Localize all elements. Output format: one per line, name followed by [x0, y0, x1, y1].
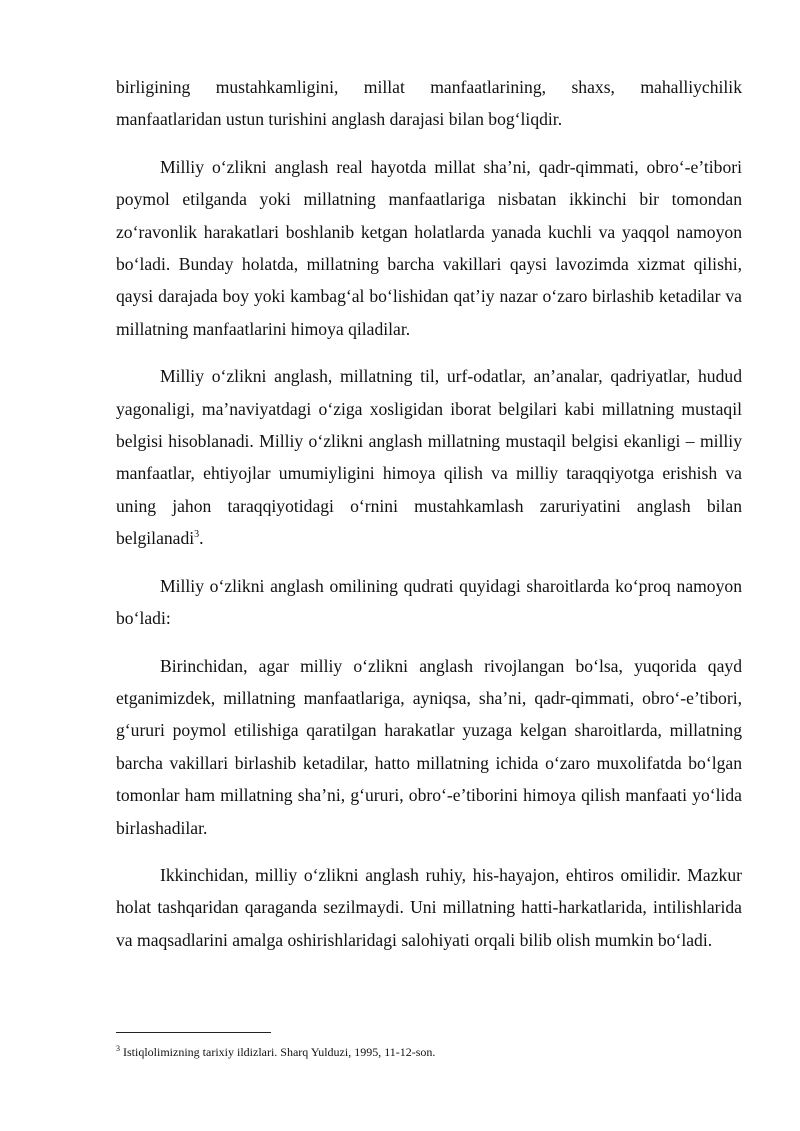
footnote-reference[interactable]: 3 [194, 529, 200, 541]
paragraph-2: Milliy o‘zlikni anglash real hayotda millat sha’ni, qadr-qimmati, obro‘-e’tibori poymol etilganda yoki millatning manfaatlariga nisbatan ikkinchi bir tomondan zo‘ravonlik harakatlari boshlanib ketgan holatlarda yanada kuchli va yaqqol namoyon bo‘ladi. Bunday holatda, millatning barcha vakillari qaysi lavozimda xizmat qilishi, qaysi darajada boy yoki kambag‘al bo‘lishidan qat’iy nazar o‘zaro birlashib ketadilar va millatning manfaatlarini himoya qiladilar. [116, 156, 742, 339]
paragraph-3-text: Milliy o‘zlikni anglash, millatning til, urf-odatlar, an’analar, qadriyatlar, hudud yagonaligi, ma’naviyatdagi o‘ziga xosligidan iborat belgilari kabi millatning mustaqil belgisi hisoblanadi. Milliy o‘zlikni anglash millatning mustaqil belgisi ekanligi – milliy manfaatlar, ehtiyojlar umumiyligini himoya qilish va milliy taraqqiyotga erishish va uning jahon taraqqiyotidagi o‘rnini mustahkamlash zaruriyatini anglash bilan belgilanadi [116, 366, 742, 549]
footnote [116, 1041, 742, 1060]
paragraph-3 [116, 360, 742, 554]
footnote-number: 3 [116, 1044, 120, 1053]
paragraph-5: Birinchidan, agar milliy o‘zlikni anglash rivojlangan bo‘lsa, yuqorida qayd etganimizdek, millatning manfaatlariga, ayniqsa, sha’ni, qadr-qimmati, obro‘-e’tibori, g‘ururi poymol etilishiga qaratilgan harakatlar yuzaga kelgan sharoitlarda, millatning barcha vakillari birlashib ketadilar, hatto millatning ichida o‘zaro muxolifatda bo‘lgan tomonlar ham millatning sha’ni, g‘ururi, obro‘-e’tiborini himoya qilish manfaati yo‘lida birlashadilar. [116, 655, 742, 838]
footnote-divider [116, 1032, 271, 1033]
paragraph-4: Milliy o‘zlikni anglash omilining qudrati quyidagi sharoitlarda ko‘proq namoyon bo‘ladi: [116, 575, 742, 629]
document-body [116, 71, 742, 971]
footnote-text: Istiqlolimizning tarixiy ildizlari. Sharq Yulduzi, 1995, 11-12-son. [123, 1045, 436, 1059]
paragraph-1: birligining mustahkamligini, millat manfaatlarining, shaxs, mahalliychilik manfaatlaridan ustun turishini anglash darajasi bilan bog‘liqdir. [116, 77, 742, 130]
paragraph-6: Ikkinchidan, milliy o‘zlikni anglash ruhiy, his-hayajon, ehtiros omilidir. Mazkur holat tashqaridan qaraganda sezilmaydi. Uni millatning hatti-harkatlarida, intilishlarida va maqsadlarini amalga oshirishlaridagi salohiyati orqali bilib olish mumkin bo‘ladi. [116, 864, 742, 950]
paragraph-3-tail: . [199, 528, 204, 549]
